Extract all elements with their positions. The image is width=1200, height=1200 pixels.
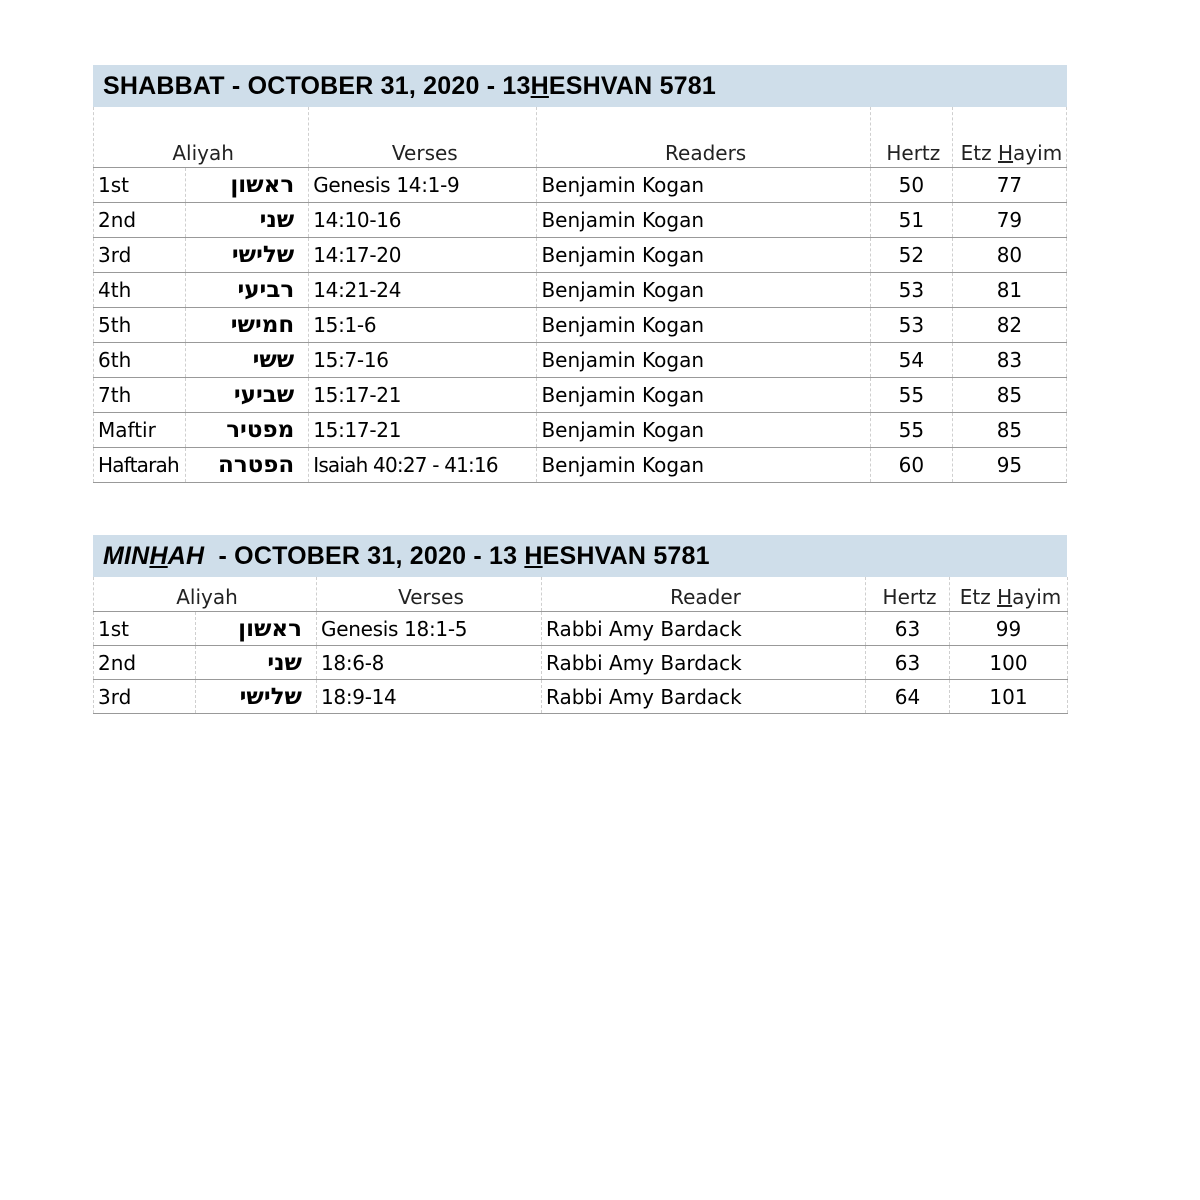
reader-cell: Rabbi Amy Bardack xyxy=(542,680,866,714)
header-aliyah: Aliyah xyxy=(94,107,309,168)
aliyah-hebrew: ראשון xyxy=(186,168,309,203)
aliyah-hebrew: מפטיר xyxy=(186,413,309,448)
verses-cell: 15:7-16 xyxy=(309,343,537,378)
aliyah-number: 2nd xyxy=(94,646,196,680)
table-row xyxy=(94,448,1067,483)
table-row xyxy=(94,343,1067,378)
shabbat-section xyxy=(93,65,1067,483)
etz-hayim-cell: 85 xyxy=(952,378,1066,413)
aliyah-number: 4th xyxy=(94,273,186,308)
hertz-cell: 63 xyxy=(866,612,950,646)
hertz-cell: 55 xyxy=(870,378,952,413)
aliyah-hebrew: חמישי xyxy=(186,308,309,343)
table-row xyxy=(94,378,1067,413)
verses-cell: 14:10-16 xyxy=(309,203,537,238)
aliyah-number: 1st xyxy=(94,168,186,203)
reader-cell: Benjamin Kogan xyxy=(537,203,870,238)
aliyah-hebrew: שביעי xyxy=(186,378,309,413)
etz-hayim-cell: 95 xyxy=(952,448,1066,483)
shabbat-table xyxy=(93,107,1067,483)
verses-cell: 18:9-14 xyxy=(317,680,542,714)
aliyah-number: 3rd xyxy=(94,680,196,714)
reader-cell: Rabbi Amy Bardack xyxy=(542,646,866,680)
table-row xyxy=(94,413,1067,448)
header-hertz: Hertz xyxy=(870,107,952,168)
aliyah-number: Maftir xyxy=(94,413,186,448)
verses-cell: 14:21-24 xyxy=(309,273,537,308)
hertz-cell: 63 xyxy=(866,646,950,680)
etz-hayim-cell: 100 xyxy=(950,646,1068,680)
minhah-title-text-4: - OCTOBER 31, 2020 - 13 xyxy=(204,541,525,570)
table-row xyxy=(94,168,1067,203)
aliyah-number: 7th xyxy=(94,378,186,413)
header-readers: Readers xyxy=(537,107,870,168)
etz-hayim-cell: 82 xyxy=(952,308,1066,343)
minhah-title-text-5: H xyxy=(524,541,543,570)
reader-cell: Rabbi Amy Bardack xyxy=(542,612,866,646)
header-hertz: Hertz xyxy=(866,577,950,612)
etz-hayim-cell: 79 xyxy=(952,203,1066,238)
table-row xyxy=(94,203,1067,238)
hertz-cell: 64 xyxy=(866,680,950,714)
shabbat-title xyxy=(93,65,1067,107)
aliyah-hebrew: ראשון xyxy=(196,612,317,646)
aliyah-number: 5th xyxy=(94,308,186,343)
table-row xyxy=(94,612,1068,646)
aliyah-hebrew: הפטרה xyxy=(186,448,309,483)
minhah-title-text-3: AH xyxy=(167,541,205,570)
etz-hayim-cell: 77 xyxy=(952,168,1066,203)
aliyah-number: Haftarah xyxy=(94,448,186,483)
reader-cell: Benjamin Kogan xyxy=(537,378,870,413)
shabbat-title-text-2: H xyxy=(530,71,549,100)
hertz-cell: 53 xyxy=(870,273,952,308)
minhah-title-text-1: MIN xyxy=(103,541,150,570)
aliyah-hebrew: שני xyxy=(186,203,309,238)
header-reader: Reader xyxy=(542,577,866,612)
header-verses: Verses xyxy=(309,107,537,168)
aliyah-hebrew: רביעי xyxy=(186,273,309,308)
hertz-cell: 51 xyxy=(870,203,952,238)
reader-cell: Benjamin Kogan xyxy=(537,308,870,343)
minhah-title xyxy=(93,535,1067,577)
header-verses: Verses xyxy=(317,577,542,612)
header-aliyah: Aliyah xyxy=(94,577,317,612)
header-etz-hayim: Etz Hayim xyxy=(950,577,1068,612)
reader-cell: Benjamin Kogan xyxy=(537,238,870,273)
verses-cell: Genesis 18:1-5 xyxy=(317,612,542,646)
verses-cell: Genesis 14:1-9 xyxy=(309,168,537,203)
etz-hayim-cell: 80 xyxy=(952,238,1066,273)
etz-hayim-cell: 85 xyxy=(952,413,1066,448)
reader-cell: Benjamin Kogan xyxy=(537,168,870,203)
hertz-cell: 55 xyxy=(870,413,952,448)
reader-cell: Benjamin Kogan xyxy=(537,343,870,378)
verses-cell: 15:17-21 xyxy=(309,378,537,413)
minhah-header-row xyxy=(94,577,1068,612)
aliyah-number: 2nd xyxy=(94,203,186,238)
verses-cell: 18:6-8 xyxy=(317,646,542,680)
shabbat-header-row xyxy=(94,107,1067,168)
verses-cell: 14:17-20 xyxy=(309,238,537,273)
etz-hayim-cell: 101 xyxy=(950,680,1068,714)
aliyah-number: 1st xyxy=(94,612,196,646)
aliyah-number: 3rd xyxy=(94,238,186,273)
table-row xyxy=(94,273,1067,308)
header-etz-hayim: Etz Hayim xyxy=(952,107,1066,168)
hertz-cell: 52 xyxy=(870,238,952,273)
hertz-cell: 50 xyxy=(870,168,952,203)
aliyah-number: 6th xyxy=(94,343,186,378)
reader-cell: Benjamin Kogan xyxy=(537,413,870,448)
minhah-title-text-6: ESHVAN 5781 xyxy=(542,541,710,570)
table-row xyxy=(94,308,1067,343)
etz-hayim-cell: 81 xyxy=(952,273,1066,308)
minhah-table xyxy=(93,577,1068,714)
hertz-cell: 53 xyxy=(870,308,952,343)
reader-cell: Benjamin Kogan xyxy=(537,273,870,308)
etz-hayim-cell: 83 xyxy=(952,343,1066,378)
etz-hayim-cell: 99 xyxy=(950,612,1068,646)
minhah-section xyxy=(93,535,1067,714)
shabbat-title-text-1: SHABBAT - OCTOBER 31, 2020 - 13 xyxy=(103,71,531,100)
hertz-cell: 60 xyxy=(870,448,952,483)
verses-cell: 15:17-21 xyxy=(309,413,537,448)
reader-cell: Benjamin Kogan xyxy=(537,448,870,483)
minhah-title-text-2: H xyxy=(149,541,168,570)
aliyah-hebrew: שלישי xyxy=(186,238,309,273)
table-row xyxy=(94,238,1067,273)
aliyah-hebrew: שלישי xyxy=(196,680,317,714)
shabbat-title-text-3: ESHVAN 5781 xyxy=(548,71,716,100)
verses-cell: Isaiah 40:27 - 41:16 xyxy=(309,448,537,483)
verses-cell: 15:1-6 xyxy=(309,308,537,343)
aliyah-hebrew: ששי xyxy=(186,343,309,378)
aliyah-hebrew: שני xyxy=(196,646,317,680)
table-row xyxy=(94,680,1068,714)
table-row xyxy=(94,646,1068,680)
hertz-cell: 54 xyxy=(870,343,952,378)
